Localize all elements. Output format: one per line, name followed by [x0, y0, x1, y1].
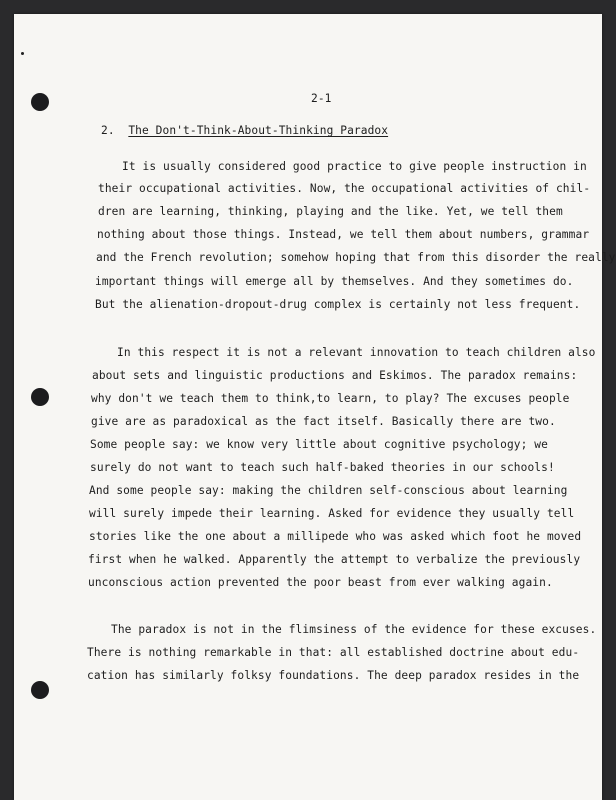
text-line: will surely impede their learning. Asked for evidence they usually tell — [89, 507, 575, 520]
text-line: unconscious action prevented the poor beast from ever walking again. — [88, 576, 553, 589]
paper-speck — [21, 52, 24, 55]
page-number: 2-1 — [311, 92, 332, 105]
text-line: But the alienation-dropout-drug complex is certainly not less frequent. — [95, 298, 581, 311]
punch-hole-icon — [31, 681, 49, 699]
text-line: give are as paradoxical as the fact itself. Basically there are two. — [91, 415, 556, 428]
text-line: their occupational activities. Now, the occupational activities of chil- — [98, 182, 591, 195]
text-line: surely do not want to teach such half-baked theories in our schools! — [90, 461, 555, 474]
section-heading — [101, 124, 388, 137]
text-line: cation has similarly folksy foundations. The deep paradox resides in the — [87, 669, 580, 682]
text-line: stories like the one about a millipede who was asked which foot he moved — [89, 530, 582, 543]
text-line: There is nothing remarkable in that: all established doctrine about edu- — [87, 646, 580, 659]
punch-hole-icon — [31, 388, 49, 406]
section-number: 2. — [101, 124, 115, 137]
text-line: why don't we teach them to think,to learn, to play? The excuses people — [91, 392, 570, 405]
text-line: and the French revolution; somehow hoping that from this disorder the really — [96, 251, 616, 264]
text-line: dren are learning, thinking, playing and the like. Yet, we tell them — [98, 205, 563, 218]
text-line: And some people say: making the children self-conscious about learning — [89, 484, 568, 497]
text-line: In this respect it is not a relevant innovation to teach children also — [117, 346, 596, 359]
text-line: Some people say: we know very little about cognitive psychology; we — [90, 438, 548, 451]
section-title: The Don't-Think-About-Thinking Paradox — [128, 124, 389, 137]
text-line: nothing about those things. Instead, we tell them about numbers, grammar — [97, 228, 590, 241]
text-line: about sets and linguistic productions and Eskimos. The paradox remains: — [92, 369, 578, 382]
text-line: It is usually considered good practice to give people instruction in — [122, 160, 587, 173]
text-line: important things will emerge all by themselves. And they sometimes do. — [95, 275, 574, 288]
text-line: first when he walked. Apparently the attempt to verbalize the previously — [88, 553, 581, 566]
text-line: The paradox is not in the flimsiness of the evidence for these excuses. — [111, 623, 597, 636]
punch-hole-icon — [31, 93, 49, 111]
